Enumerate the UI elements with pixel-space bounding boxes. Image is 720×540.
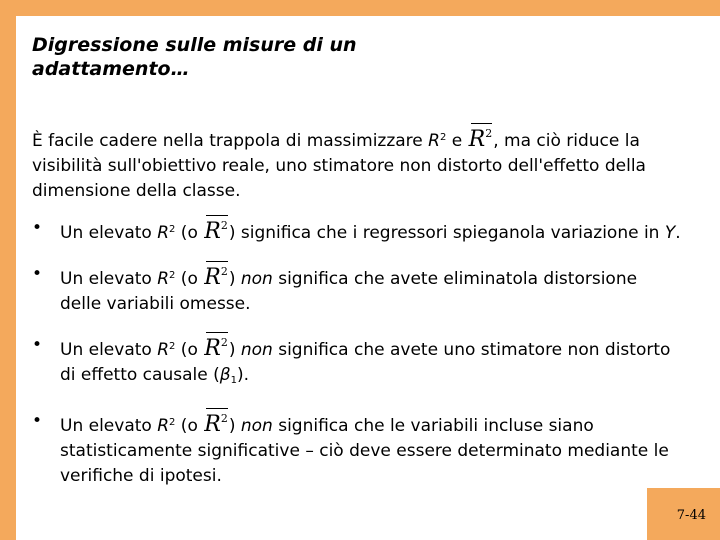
r-superscript: 2 [439,132,447,143]
r-bar-letter: R [204,265,221,290]
beta-symbol: β [219,365,231,385]
intro-text-1: È facile cadere nella trappola di massimizzare [32,131,429,151]
bullet-item [32,409,682,489]
r-bar-letter: R [204,336,221,361]
bullet-item [32,333,682,393]
slide [16,16,720,540]
open-paren: (o [175,223,204,243]
bullet-prefix: Un elevato [60,340,158,360]
bullet-prefix: Un elevato [60,269,158,289]
r-bar-symbol [468,124,494,150]
close-paren: ) [228,269,241,289]
bullet-text: significa che avete uno stimatore non distorto di effetto causale ( [60,340,671,385]
bullet-prefix: Un elevato [60,416,158,436]
bullet-item [32,216,682,246]
bullet-tail: . [675,223,681,243]
r-bar-symbol [203,409,229,435]
bullet-text: significa che le variabili incluse siano statisticamente significative – ciò deve essere determinato mediante le verifiche di ipotesi. [60,416,669,486]
r-superscript: 2 [169,224,176,235]
title-line-2: adattamento… [32,58,190,80]
page-number: 7-44 [676,508,706,523]
emphasis-non: non [240,340,273,360]
bullet-marker: • [32,411,43,431]
r-bar-superscript: 2 [220,412,228,425]
r-superscript: 2 [169,270,176,281]
bullet-prefix: Un elevato [60,223,158,243]
bullet-text: significa che avete eliminatola distorsione delle variabili omesse. [60,269,638,314]
r-symbol: R [157,223,170,243]
close-paren: ) [228,416,241,436]
r-symbol: R [157,269,170,289]
r-bar-symbol [203,333,229,359]
open-paren: (o [175,416,204,436]
bullet-marker: • [32,218,43,238]
intro-text-2: , ma ciò riduce la visibilità sull'obiettivo reale, uno stimatore non distorto dell'effetto della dimensione della classe. [32,131,646,201]
r-superscript: 2 [169,341,176,352]
r-bar-superscript: 2 [485,127,493,140]
bullet-tail: ). [236,365,249,385]
r-bar-symbol [203,262,229,288]
open-paren: (o [175,340,204,360]
close-paren: ) [228,340,241,360]
bullet-text: significa che i regressori spieganola variazione in [240,223,665,243]
emphasis-non: non [240,416,273,436]
r-bar-letter: R [204,219,221,244]
page-number-tab [647,488,720,540]
intro-conjunction: e [446,131,468,151]
r-bar-symbol [203,216,229,242]
bullet-item [32,262,682,317]
intro-paragraph [32,124,672,204]
variable-y: Y [664,223,676,243]
r-bar-letter: R [468,127,486,152]
r-bar-superscript: 2 [220,336,228,349]
r-bar-superscript: 2 [220,265,228,278]
title-line-1: Digressione sulle misure di un [32,34,357,56]
bullet-marker: • [32,335,43,355]
open-paren: (o [175,269,204,289]
close-paren: ) [228,223,241,243]
r-symbol: R [428,131,440,151]
r-symbol: R [157,416,170,436]
r-symbol: R [157,340,170,360]
beta-subscript: 1 [230,375,237,386]
slide-title [32,33,632,81]
r-bar-letter: R [204,412,221,437]
bullet-marker: • [32,264,43,284]
r-bar-superscript: 2 [220,219,228,232]
emphasis-non: non [240,269,273,289]
r-superscript: 2 [169,417,176,428]
bullet-list [32,216,682,489]
